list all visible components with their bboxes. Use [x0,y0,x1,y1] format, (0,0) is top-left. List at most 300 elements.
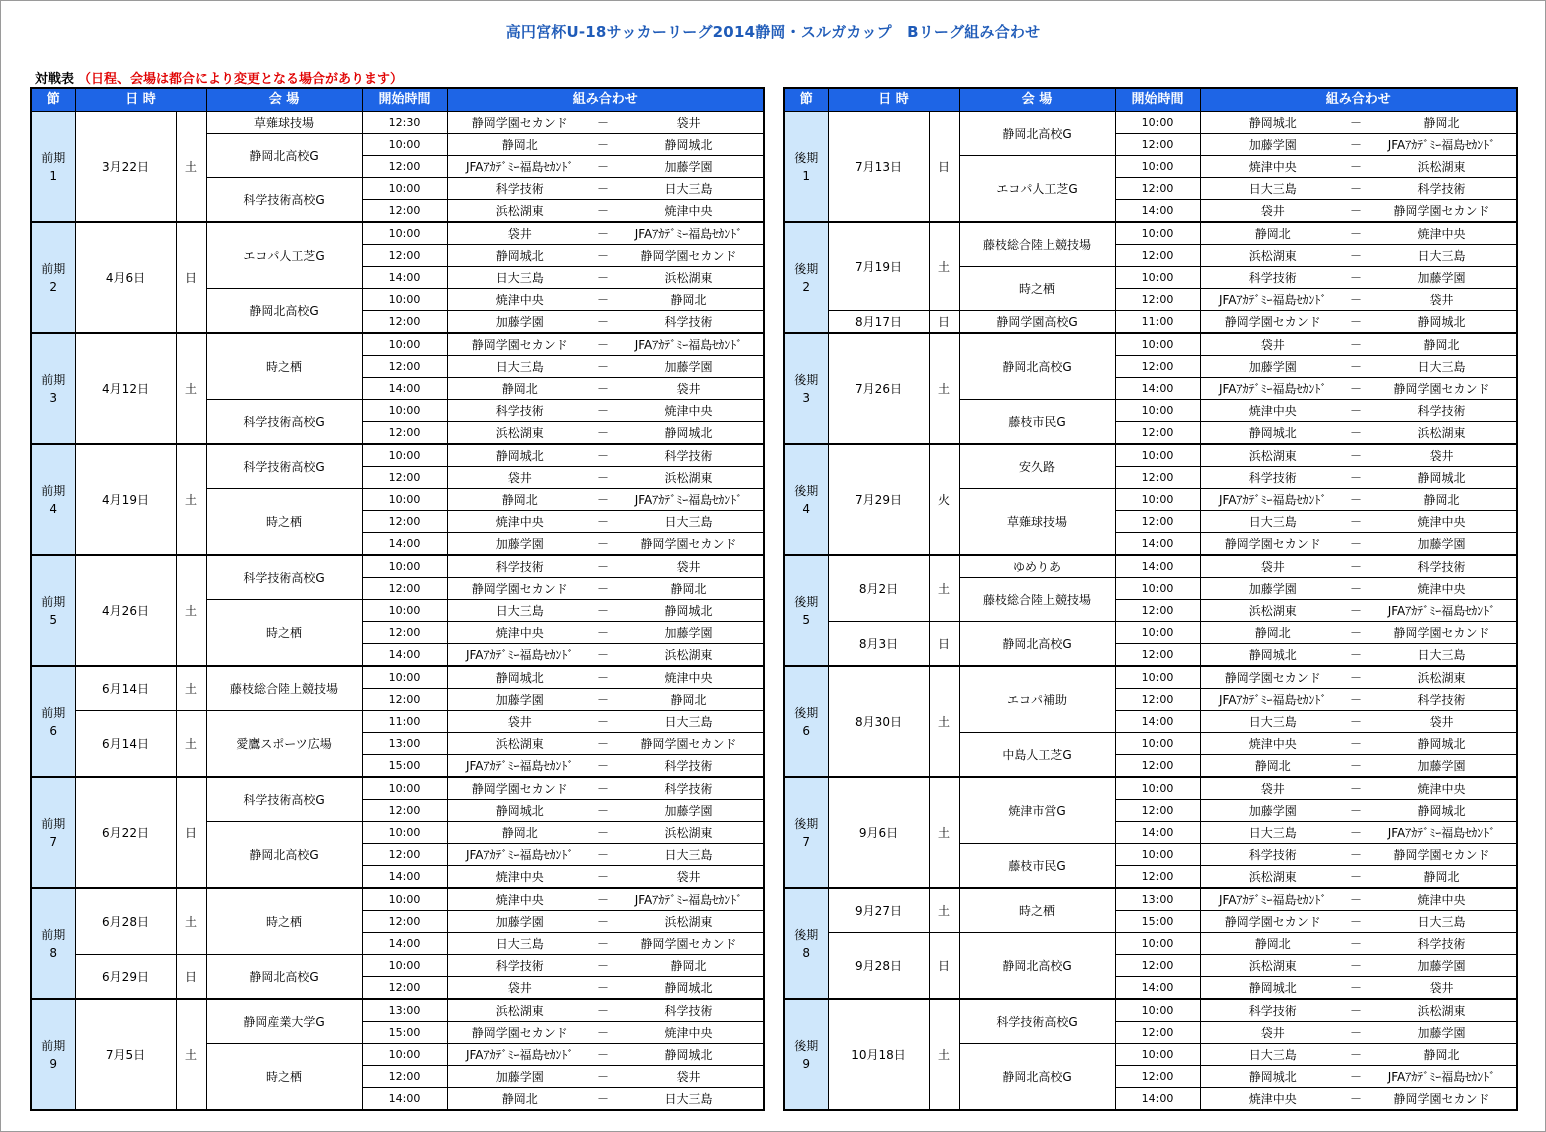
versus-dash: － [592,1044,614,1066]
versus-dash: － [592,200,614,223]
table-row [784,555,1517,578]
match-date: 7月19日 [828,222,929,311]
start-time: 12:00 [362,689,447,711]
away-team: 浜松湖東 [614,911,764,933]
versus-dash: － [592,444,614,467]
venue-cell: 科学技術高校G [206,444,362,489]
away-team: 焼津中央 [1367,888,1517,911]
versus-dash: － [1345,689,1367,711]
start-time: 10:00 [1115,112,1200,134]
start-time: 10:00 [362,178,447,200]
home-team: 静岡城北 [1200,1066,1345,1088]
match-date: 10月18日 [828,999,929,1110]
venue-cell: 藤枝市民G [959,400,1115,445]
away-team: 静岡学園セカンド [1367,844,1517,866]
versus-dash: － [1345,1022,1367,1044]
home-team: 静岡学園セカンド [1200,666,1345,689]
versus-dash: － [1345,156,1367,178]
round-label: 後期 [794,1038,819,1053]
venue-cell: 藤枝総合陸上競技場 [206,666,362,711]
versus-dash: － [592,777,614,800]
table-row [784,666,1517,689]
versus-dash: － [1345,200,1367,223]
away-team: 科学技術 [1367,689,1517,711]
versus-dash: － [592,400,614,422]
versus-dash: － [1345,933,1367,955]
start-time: 10:00 [1115,222,1200,245]
round-cell [31,444,75,555]
versus-dash: － [592,422,614,445]
round-number: 5 [802,612,811,627]
match-weekday: 土 [929,999,959,1110]
home-team: 加藤学園 [447,911,592,933]
away-team: JFAｱｶﾃﾞﾐｰ福島ｾｶﾝﾄﾞ [614,333,764,356]
table-row [784,999,1517,1022]
versus-dash: － [592,999,614,1022]
home-team: 日大三島 [447,356,592,378]
home-team: JFAｱｶﾃﾞﾐｰ福島ｾｶﾝﾄﾞ [447,644,592,667]
match-weekday: 火 [929,444,959,555]
away-team: 静岡学園セカンド [614,245,764,267]
start-time: 10:00 [1115,622,1200,644]
round-number: 9 [49,1056,58,1071]
versus-dash: － [592,822,614,844]
start-time: 12:00 [1115,356,1200,378]
start-time: 14:00 [1115,1088,1200,1111]
start-time: 12:00 [362,578,447,600]
home-team: 静岡城北 [447,666,592,689]
versus-dash: － [592,378,614,400]
start-time: 12:00 [362,511,447,533]
away-team: 加藤学園 [614,156,764,178]
versus-dash: － [592,866,614,889]
start-time: 14:00 [1115,977,1200,1000]
home-team: 袋井 [447,711,592,733]
match-date: 7月13日 [828,112,929,223]
round-number: 4 [802,501,811,516]
start-time: 10:00 [1115,666,1200,689]
round-label: 前期 [41,927,66,942]
away-team: 静岡学園セカンド [1367,1088,1517,1111]
start-time: 12:00 [1115,955,1200,977]
start-time: 14:00 [362,866,447,889]
match-weekday: 土 [929,777,959,888]
home-team: 静岡北 [447,378,592,400]
versus-dash: － [1345,533,1367,556]
away-team: 静岡北 [614,578,764,600]
start-time: 10:00 [362,444,447,467]
venue-cell: 愛鷹スポーツ広場 [206,711,362,778]
home-team: 静岡北 [447,134,592,156]
home-team: 静岡学園セカンド [447,1022,592,1044]
round-label: 後期 [794,927,819,942]
versus-dash: － [592,933,614,955]
away-team: 焼津中央 [1367,578,1517,600]
home-team: 科学技術 [447,400,592,422]
round-cell [784,888,828,999]
versus-dash: － [1345,245,1367,267]
home-team: 静岡学園セカンド [447,333,592,356]
start-time: 14:00 [362,378,447,400]
venue-cell: 科学技術高校G [206,400,362,445]
home-team: 焼津中央 [447,511,592,533]
table-row [31,333,764,356]
home-team: 浜松湖東 [1200,866,1345,889]
away-team: 日大三島 [1367,911,1517,933]
table-row [31,555,764,578]
venue-cell: 静岡北高校G [206,134,362,178]
table-label [35,68,403,87]
round-label: 後期 [794,816,819,831]
start-time: 15:00 [362,755,447,778]
schedule-table-first-half [30,87,765,1111]
home-team: 袋井 [447,977,592,1000]
start-time: 10:00 [1115,578,1200,600]
away-team: JFAｱｶﾃﾞﾐｰ福島ｾｶﾝﾄﾞ [1367,134,1517,156]
venue-cell: 科学技術高校G [206,555,362,600]
versus-dash: － [592,289,614,311]
home-team: 科学技術 [1200,467,1345,489]
home-team: 静岡城北 [1200,422,1345,445]
away-team: 静岡北 [1367,489,1517,511]
away-team: 浜松湖東 [614,644,764,667]
start-time: 12:00 [1115,689,1200,711]
start-time: 14:00 [1115,200,1200,223]
away-team: 加藤学園 [1367,267,1517,289]
match-date: 8月2日 [828,555,929,622]
venue-cell: 時之栖 [206,1044,362,1111]
away-team: 袋井 [1367,444,1517,467]
versus-dash: － [1345,888,1367,911]
round-label: 前期 [41,1038,66,1053]
away-team: 袋井 [614,866,764,889]
venue-cell: 静岡学園高校G [959,311,1115,334]
away-team: 日大三島 [614,178,764,200]
table-row [31,999,764,1022]
header-date: 日 時 [75,88,206,112]
versus-dash: － [592,555,614,578]
round-number: 6 [802,723,811,738]
versus-dash: － [1345,112,1367,134]
schedule-table-second-half [783,87,1518,1111]
header-start-time: 開始時間 [362,88,447,112]
round-cell [31,222,75,333]
start-time: 10:00 [1115,1044,1200,1066]
away-team: 静岡城北 [614,1044,764,1066]
start-time: 14:00 [1115,555,1200,578]
away-team: 静岡学園セカンド [614,533,764,556]
home-team: 袋井 [1200,1022,1345,1044]
versus-dash: － [1345,911,1367,933]
versus-dash: － [1345,333,1367,356]
home-team: 浜松湖東 [1200,245,1345,267]
start-time: 12:00 [1115,1066,1200,1088]
away-team: 静岡学園セカンド [1367,378,1517,400]
home-team: JFAｱｶﾃﾞﾐｰ福島ｾｶﾝﾄﾞ [447,156,592,178]
round-label: 後期 [794,372,819,387]
header-venue: 会 場 [206,88,362,112]
table-row [784,888,1517,911]
venue-cell: 静岡北高校G [959,622,1115,667]
start-time: 10:00 [1115,333,1200,356]
match-date: 6月29日 [75,955,176,1000]
away-team: 浜松湖東 [614,822,764,844]
start-time: 10:00 [1115,400,1200,422]
versus-dash: － [592,955,614,977]
away-team: 科学技術 [614,755,764,778]
home-team: 科学技術 [447,178,592,200]
home-team: 静岡城北 [447,800,592,822]
venue-cell: 時之栖 [206,333,362,400]
home-team: 浜松湖東 [447,422,592,445]
venue-cell: 科学技術高校G [959,999,1115,1044]
match-weekday: 土 [176,888,206,955]
home-team: JFAｱｶﾃﾞﾐｰ福島ｾｶﾝﾄﾞ [447,844,592,866]
start-time: 10:00 [362,1044,447,1066]
home-team: 加藤学園 [447,533,592,556]
away-team: 静岡北 [614,689,764,711]
round-label: 前期 [41,483,66,498]
header-setsu: 節 [31,88,75,112]
match-weekday: 土 [929,555,959,622]
start-time: 12:00 [362,467,447,489]
versus-dash: － [592,245,614,267]
home-team: 静岡北 [1200,222,1345,245]
start-time: 10:00 [1115,267,1200,289]
table-row [784,622,1517,644]
start-time: 10:00 [1115,156,1200,178]
table-row [784,311,1517,334]
home-team: 加藤学園 [1200,134,1345,156]
round-label: 後期 [794,483,819,498]
match-date: 8月17日 [828,311,929,334]
home-team: 加藤学園 [1200,578,1345,600]
home-team: 加藤学園 [447,689,592,711]
round-label: 前期 [41,705,66,720]
table-row [31,888,764,911]
start-time: 10:00 [1115,444,1200,467]
home-team: 浜松湖東 [1200,444,1345,467]
start-time: 11:00 [1115,311,1200,334]
versus-dash: － [1345,711,1367,733]
match-weekday: 土 [176,555,206,666]
versus-dash: － [1345,600,1367,622]
home-team: 静岡北 [1200,622,1345,644]
away-team: 静岡城北 [614,977,764,1000]
round-label: 後期 [794,261,819,276]
match-weekday: 土 [929,333,959,444]
schedule-note: （日程、会場は都合により変更となる場合があります） [78,72,404,87]
start-time: 12:00 [362,356,447,378]
versus-dash: － [592,267,614,289]
away-team: 静岡北 [614,289,764,311]
round-cell [784,112,828,223]
home-team: JFAｱｶﾃﾞﾐｰ福島ｾｶﾝﾄﾞ [1200,888,1345,911]
home-team: 静岡城北 [1200,644,1345,667]
start-time: 15:00 [362,1022,447,1044]
versus-dash: － [1345,622,1367,644]
home-team: 袋井 [447,222,592,245]
away-team: 焼津中央 [1367,222,1517,245]
header-row [31,88,764,112]
table-row [31,666,764,689]
start-time: 10:00 [362,222,447,245]
home-team: 焼津中央 [447,289,592,311]
home-team: 静岡北 [447,489,592,511]
round-cell [31,888,75,999]
away-team: 日大三島 [1367,644,1517,667]
versus-dash: － [592,489,614,511]
away-team: 科学技術 [614,311,764,334]
match-date: 7月5日 [75,999,176,1110]
start-time: 14:00 [362,644,447,667]
away-team: 日大三島 [614,711,764,733]
versus-dash: － [1345,866,1367,889]
round-label: 前期 [41,150,66,165]
round-cell [784,222,828,333]
versus-dash: － [1345,733,1367,755]
home-team: 日大三島 [1200,178,1345,200]
home-team: JFAｱｶﾃﾞﾐｰ福島ｾｶﾝﾄﾞ [1200,689,1345,711]
versus-dash: － [1345,1088,1367,1111]
match-weekday: 日 [929,112,959,223]
home-team: 焼津中央 [1200,1088,1345,1111]
versus-dash: － [592,578,614,600]
away-team: 静岡城北 [614,134,764,156]
venue-cell: 焼津市営G [959,777,1115,844]
round-number: 7 [49,834,58,849]
versus-dash: － [592,222,614,245]
home-team: 静岡城北 [447,245,592,267]
match-weekday: 土 [929,888,959,933]
start-time: 12:00 [362,977,447,1000]
round-cell [31,777,75,888]
versus-dash: － [592,733,614,755]
away-team: 浜松湖東 [1367,156,1517,178]
home-team: 静岡学園セカンド [447,578,592,600]
home-team: JFAｱｶﾃﾞﾐｰ福島ｾｶﾝﾄﾞ [1200,378,1345,400]
start-time: 10:00 [362,289,447,311]
round-cell [31,555,75,666]
away-team: JFAｱｶﾃﾞﾐｰ福島ｾｶﾝﾄﾞ [614,222,764,245]
start-time: 12:00 [1115,866,1200,889]
start-time: 12:00 [1115,245,1200,267]
start-time: 12:00 [362,311,447,334]
away-team: JFAｱｶﾃﾞﾐｰ福島ｾｶﾝﾄﾞ [614,888,764,911]
start-time: 10:00 [1115,777,1200,800]
home-team: 静岡北 [1200,755,1345,778]
start-time: 13:00 [362,733,447,755]
venue-cell: 科学技術高校G [206,178,362,223]
away-team: 静岡北 [614,955,764,977]
away-team: 静岡北 [1367,866,1517,889]
start-time: 10:00 [362,888,447,911]
match-date: 6月14日 [75,711,176,778]
versus-dash: － [592,467,614,489]
header-date: 日 時 [828,88,959,112]
home-team: 静岡城北 [1200,112,1345,134]
start-time: 14:00 [362,1088,447,1111]
versus-dash: － [1345,267,1367,289]
start-time: 12:00 [362,422,447,445]
start-time: 12:00 [362,245,447,267]
round-number: 3 [802,390,811,405]
venue-cell: 時之栖 [206,600,362,667]
venue-cell: 時之栖 [959,888,1115,933]
versus-dash: － [1345,311,1367,334]
venue-cell: 科学技術高校G [206,777,362,822]
match-date: 9月6日 [828,777,929,888]
start-time: 14:00 [1115,711,1200,733]
away-team: 浜松湖東 [614,467,764,489]
start-time: 10:00 [362,555,447,578]
away-team: 加藤学園 [614,800,764,822]
versus-dash: － [592,134,614,156]
versus-dash: － [592,622,614,644]
away-team: 科学技術 [614,999,764,1022]
away-team: 加藤学園 [614,356,764,378]
away-team: 静岡北 [1367,112,1517,134]
start-time: 12:00 [1115,1022,1200,1044]
start-time: 12:00 [1115,511,1200,533]
start-time: 10:00 [362,600,447,622]
venue-cell: 安久路 [959,444,1115,489]
match-weekday: 日 [176,955,206,1000]
round-cell [784,999,828,1110]
home-team: 静岡学園セカンド [1200,311,1345,334]
versus-dash: － [592,888,614,911]
home-team: 焼津中央 [447,622,592,644]
versus-dash: － [592,644,614,667]
home-team: JFAｱｶﾃﾞﾐｰ福島ｾｶﾝﾄﾞ [1200,489,1345,511]
versus-dash: － [592,533,614,556]
match-date: 7月29日 [828,444,929,555]
round-cell [784,333,828,444]
away-team: 日大三島 [614,844,764,866]
versus-dash: － [592,911,614,933]
start-time: 14:00 [1115,533,1200,556]
match-date: 7月26日 [828,333,929,444]
versus-dash: － [1345,955,1367,977]
start-time: 14:00 [362,267,447,289]
away-team: 静岡城北 [1367,311,1517,334]
versus-dash: － [1345,977,1367,1000]
venue-cell: 静岡北高校G [959,1044,1115,1111]
home-team: 科学技術 [1200,844,1345,866]
away-team: 科学技術 [614,444,764,467]
home-team: 袋井 [1200,555,1345,578]
round-label: 前期 [41,261,66,276]
round-number: 1 [802,168,811,183]
header-start-time: 開始時間 [1115,88,1200,112]
match-weekday: 日 [176,222,206,333]
home-team: 日大三島 [1200,711,1345,733]
start-time: 10:00 [362,955,447,977]
home-team: 袋井 [447,467,592,489]
versus-dash: － [1345,844,1367,866]
versus-dash: － [592,311,614,334]
start-time: 10:00 [1115,999,1200,1022]
home-team: 静岡北 [447,1088,592,1111]
away-team: 浜松湖東 [1367,999,1517,1022]
away-team: 静岡城北 [1367,467,1517,489]
home-team: 日大三島 [1200,822,1345,844]
table-row [784,444,1517,467]
header-matchup: 組み合わせ [447,88,764,112]
home-team: 静岡北 [1200,933,1345,955]
away-team: 静岡学園セカンド [614,933,764,955]
away-team: 日大三島 [614,1088,764,1111]
